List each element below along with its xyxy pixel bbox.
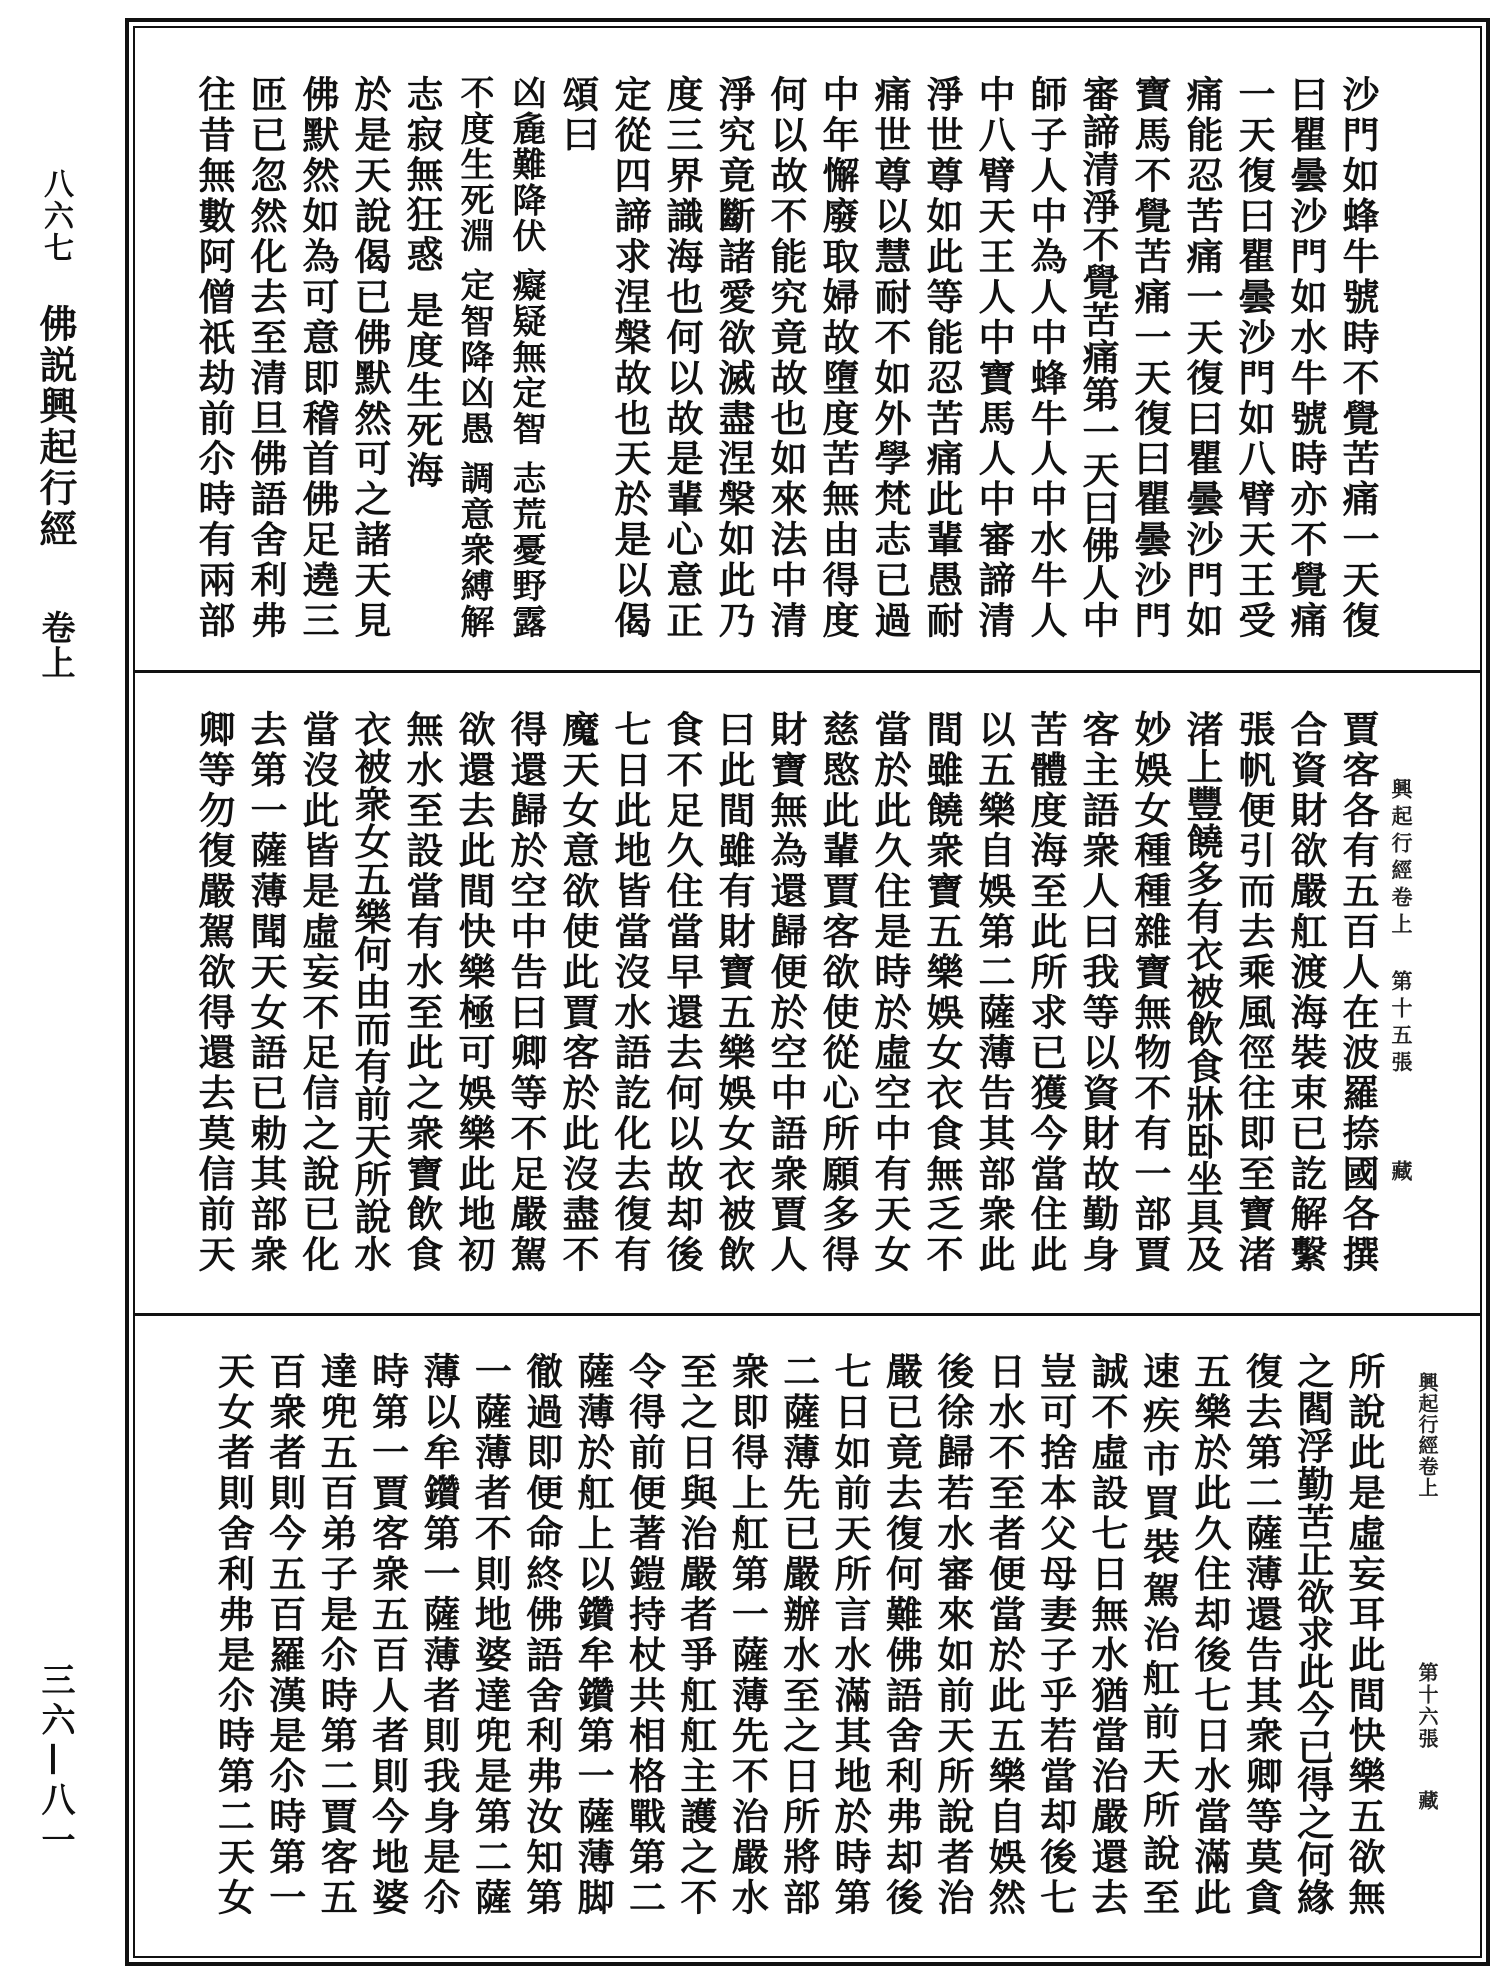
- text-column: 後徐歸若水審來如前天所說者治: [930, 1352, 975, 1915]
- text-column: 淨究竟斷諸愛欲滅盡涅槃如此乃: [712, 75, 756, 638]
- text-column: 薄以牟鑽第一薩薄者則我身是尒: [416, 1352, 461, 1915]
- text-column: 之閻浮勤苦正欲求此今已得之何緣: [1290, 1352, 1335, 1915]
- text-column: 苦體度海至此所求已獲今當住此: [1024, 710, 1068, 1272]
- text-column: 渚上豐饒多有衣被飲食牀卧坐具及: [1180, 710, 1224, 1272]
- text-column: 何以故不能究竟故也如來法中清: [764, 75, 808, 638]
- text-column: 魔天女意欲使此賈客於此沒盡不: [556, 710, 600, 1272]
- panel-middle-header-mark: 藏: [1389, 1160, 1414, 1187]
- text-column: 衆即得上舡第一薩薄先不治嚴水: [725, 1352, 770, 1915]
- text-column: 誠不虛設七日無水猶當治嚴還去: [1085, 1352, 1130, 1915]
- text-column: 得還歸於空中告曰卿等不足嚴駕: [504, 710, 548, 1272]
- text-column: 財寶無為還歸便於空中語衆賈人: [764, 710, 808, 1272]
- text-column: 以五樂自娛第二薩薄告其部衆此: [972, 710, 1016, 1272]
- text-column: 定從四諦求涅槃故也天於是以偈: [608, 75, 652, 638]
- margin-fascicle: 卷上: [35, 610, 75, 680]
- text-column: 客主語衆人曰我等以資財故勤身: [1076, 710, 1120, 1272]
- panel-lower-text: [206, 1352, 1389, 1915]
- text-column: 七日如前天所言水滿其地於時第: [828, 1352, 873, 1915]
- panel-upper-text: [188, 75, 1384, 638]
- text-column: 復去第二薩薄還告其衆卿等莫貪: [1239, 1352, 1284, 1915]
- text-column: 一天復曰瞿曇沙門如八臂天王受: [1232, 75, 1276, 638]
- text-column: 頌曰: [556, 75, 600, 155]
- text-column: 妙娛女種種雜寶無物不有一部賈: [1128, 710, 1172, 1272]
- text-column: 於是天說偈已佛默然可之諸天見: [348, 75, 392, 638]
- text-column: 食不足久住當早還去何以故却後: [660, 710, 704, 1272]
- margin-volume-page: 八六七: [38, 168, 73, 264]
- text-column: 賈客各有五百人在波羅捺國各撰: [1336, 710, 1380, 1272]
- text-column: 嚴已竟去復何難佛語舍利弗却後: [879, 1352, 924, 1915]
- panel-lower-header-title: 興起行經卷上: [1415, 1372, 1439, 1498]
- text-column: 淨世尊如此等能忍苦痛此輩愚耐: [920, 75, 964, 638]
- text-column: 豈可捨本父母妻子乎若當却後七: [1033, 1352, 1078, 1915]
- text-column: 五樂於此久住却後七日水當滿此: [1187, 1352, 1232, 1915]
- margin-page-reference: 三六—八一: [35, 1662, 75, 1862]
- text-column: 度三界識海也何以故是輩心意正: [660, 75, 704, 638]
- text-column: 速疾市買裝駕治舡前天所說至: [1136, 1352, 1181, 1915]
- text-column: 張帆便引而去乘風徑往即至寶渚: [1232, 710, 1276, 1272]
- text-column: 至之日與治嚴者爭舡舡主護之不: [673, 1352, 718, 1915]
- verse-column: 不度生死淵 定智降凶愚 調意衆縛解: [454, 75, 494, 638]
- text-column: 中八臂天王人中寶馬人中審諦清: [972, 75, 1016, 638]
- text-column: 一薩薄者不則地婆達兜是第二薩: [468, 1352, 513, 1915]
- panel-lower-header-mark: 藏: [1415, 1790, 1439, 1816]
- panel-middle-header-title: 興起行經卷上: [1389, 778, 1414, 940]
- text-column: 慈愍此輩賈客欲使從心所願多得: [816, 710, 860, 1272]
- text-column: 時第一賈客衆五百人者則今地婆: [365, 1352, 410, 1915]
- text-column: 天女者則舍利弗是尒時第二天女: [211, 1352, 256, 1915]
- text-column: 合資財欲嚴舡渡海裝束已訖解繫: [1284, 710, 1328, 1272]
- text-column: 佛默然如為可意即稽首佛足遶三: [296, 75, 340, 638]
- text-column: 令得前便著鎧持杖共相格戰第二: [622, 1352, 667, 1915]
- verse-column: 志寂無狂惑 是度生死海: [400, 75, 444, 491]
- text-column: 徹過即便命終佛語舍利弗汝知第: [519, 1352, 564, 1915]
- text-column: 七日此地皆當沒水語訖化去復有: [608, 710, 652, 1272]
- panel-divider: [133, 1313, 1482, 1316]
- text-column: 二薩薄先已嚴辦水至之日所將部: [776, 1352, 821, 1915]
- text-column: 沙門如蜂牛號時不覺苦痛一天復: [1336, 75, 1380, 638]
- text-column: 痛能忍苦痛一天復曰瞿曇沙門如: [1180, 75, 1224, 638]
- panel-divider: [133, 670, 1482, 673]
- text-column: 曰此間雖有財寶五樂娛女衣被飲: [712, 710, 756, 1272]
- panel-middle-text: [188, 710, 1384, 1272]
- text-column: 百衆者則今五百羅漢是尒時第一: [262, 1352, 307, 1915]
- text-column: 往昔無數阿僧祇劫前尒時有兩部: [192, 75, 236, 638]
- text-column: 達兜五百弟子是尒時第二賈客五: [314, 1352, 359, 1915]
- text-column: 師子人中為人中蜂牛人中水牛人: [1024, 75, 1068, 638]
- margin-sutra-title: 佛説興起行經: [33, 304, 78, 550]
- text-column: 衣被衆女五樂何由而有前天所說水: [348, 710, 392, 1272]
- text-column: 欲還去此間快樂極可娛樂此地初: [452, 710, 496, 1272]
- text-column: 痛世尊以慧耐不如外學梵志已過: [868, 75, 912, 638]
- text-column: 當於此久住是時於虛空中有天女: [868, 710, 912, 1272]
- text-column: 曰瞿曇沙門如水牛號時亦不覺痛: [1284, 75, 1328, 638]
- panel-lower-header-sheet: 第十六張: [1415, 1662, 1439, 1750]
- text-column: 匝已忽然化去至清旦佛語舍利弗: [244, 75, 288, 638]
- text-column: 去第一薩薄聞天女語已勅其部衆: [244, 710, 288, 1272]
- text-column: 所說此是虛妄耳此間快樂五欲無: [1342, 1352, 1386, 1915]
- text-column: 薩薄於舡上以鑽牟鑽第一薩薄脚: [571, 1352, 616, 1915]
- text-column: 當沒此皆是虛妄不足信之說已化: [296, 710, 340, 1272]
- verse-column: 凶麁難降伏 癡疑無定智 志荒憂野露: [506, 75, 546, 638]
- text-column: 卿等勿復嚴駕欲得還去莫信前天: [192, 710, 236, 1272]
- text-column: 間雖饒衆寶五樂娛女衣食無乏不: [920, 710, 964, 1272]
- text-column: 日水不至者便當於此五樂自娛然: [982, 1352, 1027, 1915]
- text-column: 寶馬不覺苦痛一天復曰瞿曇沙門: [1128, 75, 1172, 638]
- text-column: 無水至設當有水至此之衆寶飲食: [400, 710, 444, 1272]
- panel-middle-header-sheet: 第十五張: [1389, 970, 1414, 1078]
- text-column: 中年懈廢取婦故墮度苦無由得度: [816, 75, 860, 638]
- text-column: 審諦清淨不覺苦痛第一天曰佛人中: [1076, 75, 1120, 638]
